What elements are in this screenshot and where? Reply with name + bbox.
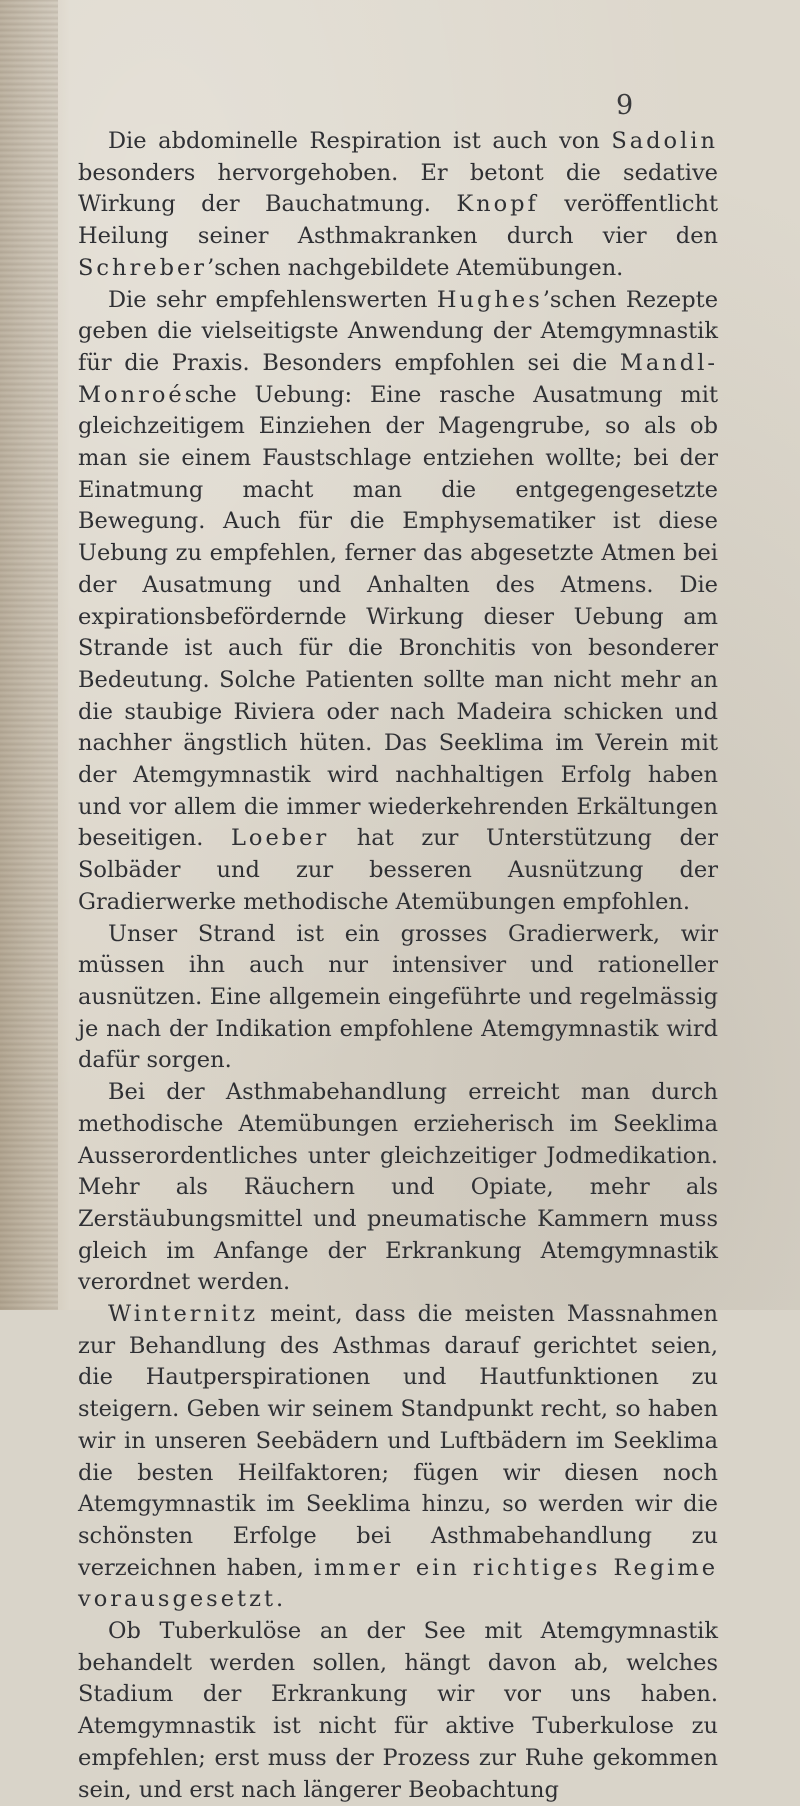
page-number: 9 — [616, 90, 634, 121]
spaced-name: Hughes — [436, 286, 543, 313]
paragraph: Bei der Asthmabehandlung erreicht man durch methodische Atemübungen erzieherisch im Seeklima Ausserordentliches unter gleichzeitiger Jodmedikation. Mehr als Räuchern und Opiate, mehr als Zerstäubungsmittel und pneumatische Kammern muss gleich im Anfange der Erkrankung Atemgymnastik verordnet werden. — [78, 1079, 718, 1296]
spaced-name: Mandl-Monroé — [78, 349, 718, 408]
spaced-name: Loeber — [230, 825, 330, 852]
spaced-name: Winternitz — [108, 1301, 259, 1328]
spaced-name: immer ein richtiges Regime vorausgesetzt — [78, 1554, 719, 1613]
spaced-name: Knopf — [456, 191, 539, 218]
page-binding-edge — [0, 0, 58, 1310]
body-text — [78, 126, 718, 1806]
paragraph: Winternitz meint, dass die meisten Massnahmen zur Behandlung des Asthmas darauf gerichtet seien, die Hautperspirationen und Hautfunktionen zu steigern. Geben wir seinem Standpunkt recht, so haben wir in unseren Seebädern und Luftbädern im Seeklima die besten Heilfaktoren; fügen wir diesen noch Atemgymnastik im Seeklima hinzu, so werden wir die schönsten Erfolge bei Asthmabehandlung zu verzeichnen haben, immer ein richtiges Regime vorausgesetzt. — [78, 1301, 719, 1613]
paragraph: Ob Tuberkulöse an der See mit Atemgymnastik behandelt werden sollen, hängt davon ab, welches Stadium der Erkrankung wir vor uns haben. Atemgymnastik ist nicht für aktive Tuberkulose zu empfehlen; erst muss der Prozess zur Ruhe gekommen sein, und erst nach längerer Beobachtung — [78, 1618, 718, 1803]
paragraph: Die sehr empfehlenswerten Hughes’schen Rezepte geben die vielseitigste Anwendung der Atemgymnastik für die Praxis. Besonders empfohlen sei die Mandl-Monroésche Uebung: Eine rasche Ausatmung mit gleichzeitigem Einziehen der Magengrube, so als ob man sie einem Faustschlage entziehen wollte; bei der Einatmung macht man die entgegengesetzte Bewegung. Auch für die Emphysematiker ist diese Uebung zu empfehlen, ferner das abgesetzte Atmen bei der Ausatmung und Anhalten des Atmens. Die expirationsbefördernde Wirkung dieser Uebung am Strande ist auch für die Bronchitis von besonderer Bedeutung. Solche Patienten sollte man nicht mehr an die staubige Riviera oder nach Madeira schicken und nachher ängstlich hüten. Das Seeklima im Verein mit der Atemgymnastik wird nachhaltigen Erfolg haben und vor allem die immer wiederkehrenden Erkältungen beseitigen. Loeber hat zur Unterstützung der Solbäder und zur besseren Ausnützung der Gradierwerke methodische Atemübungen empfohlen. — [78, 286, 719, 915]
spaced-name: Sadolin — [611, 128, 718, 154]
paragraph: Unser Strand ist ein grosses Gradierwerk, wir müssen ihn auch nur intensiver und rationeller ausnützen. Eine allgemein eingeführte und regelmässig je nach der Indikation empfohlene Atemgymnastik wird dafür sorgen. — [78, 920, 718, 1074]
paragraph: Die abdominelle Respiration ist auch von Sadolin besonders hervorgehoben. Er betont die sedative Wirkung der Bauchatmung. Knopf veröffentlicht Heilung seiner Asthmakranken durch vier den Schreber’schen nachgebildete Atemübungen. — [78, 128, 718, 281]
spaced-name: Schreber — [78, 254, 208, 281]
